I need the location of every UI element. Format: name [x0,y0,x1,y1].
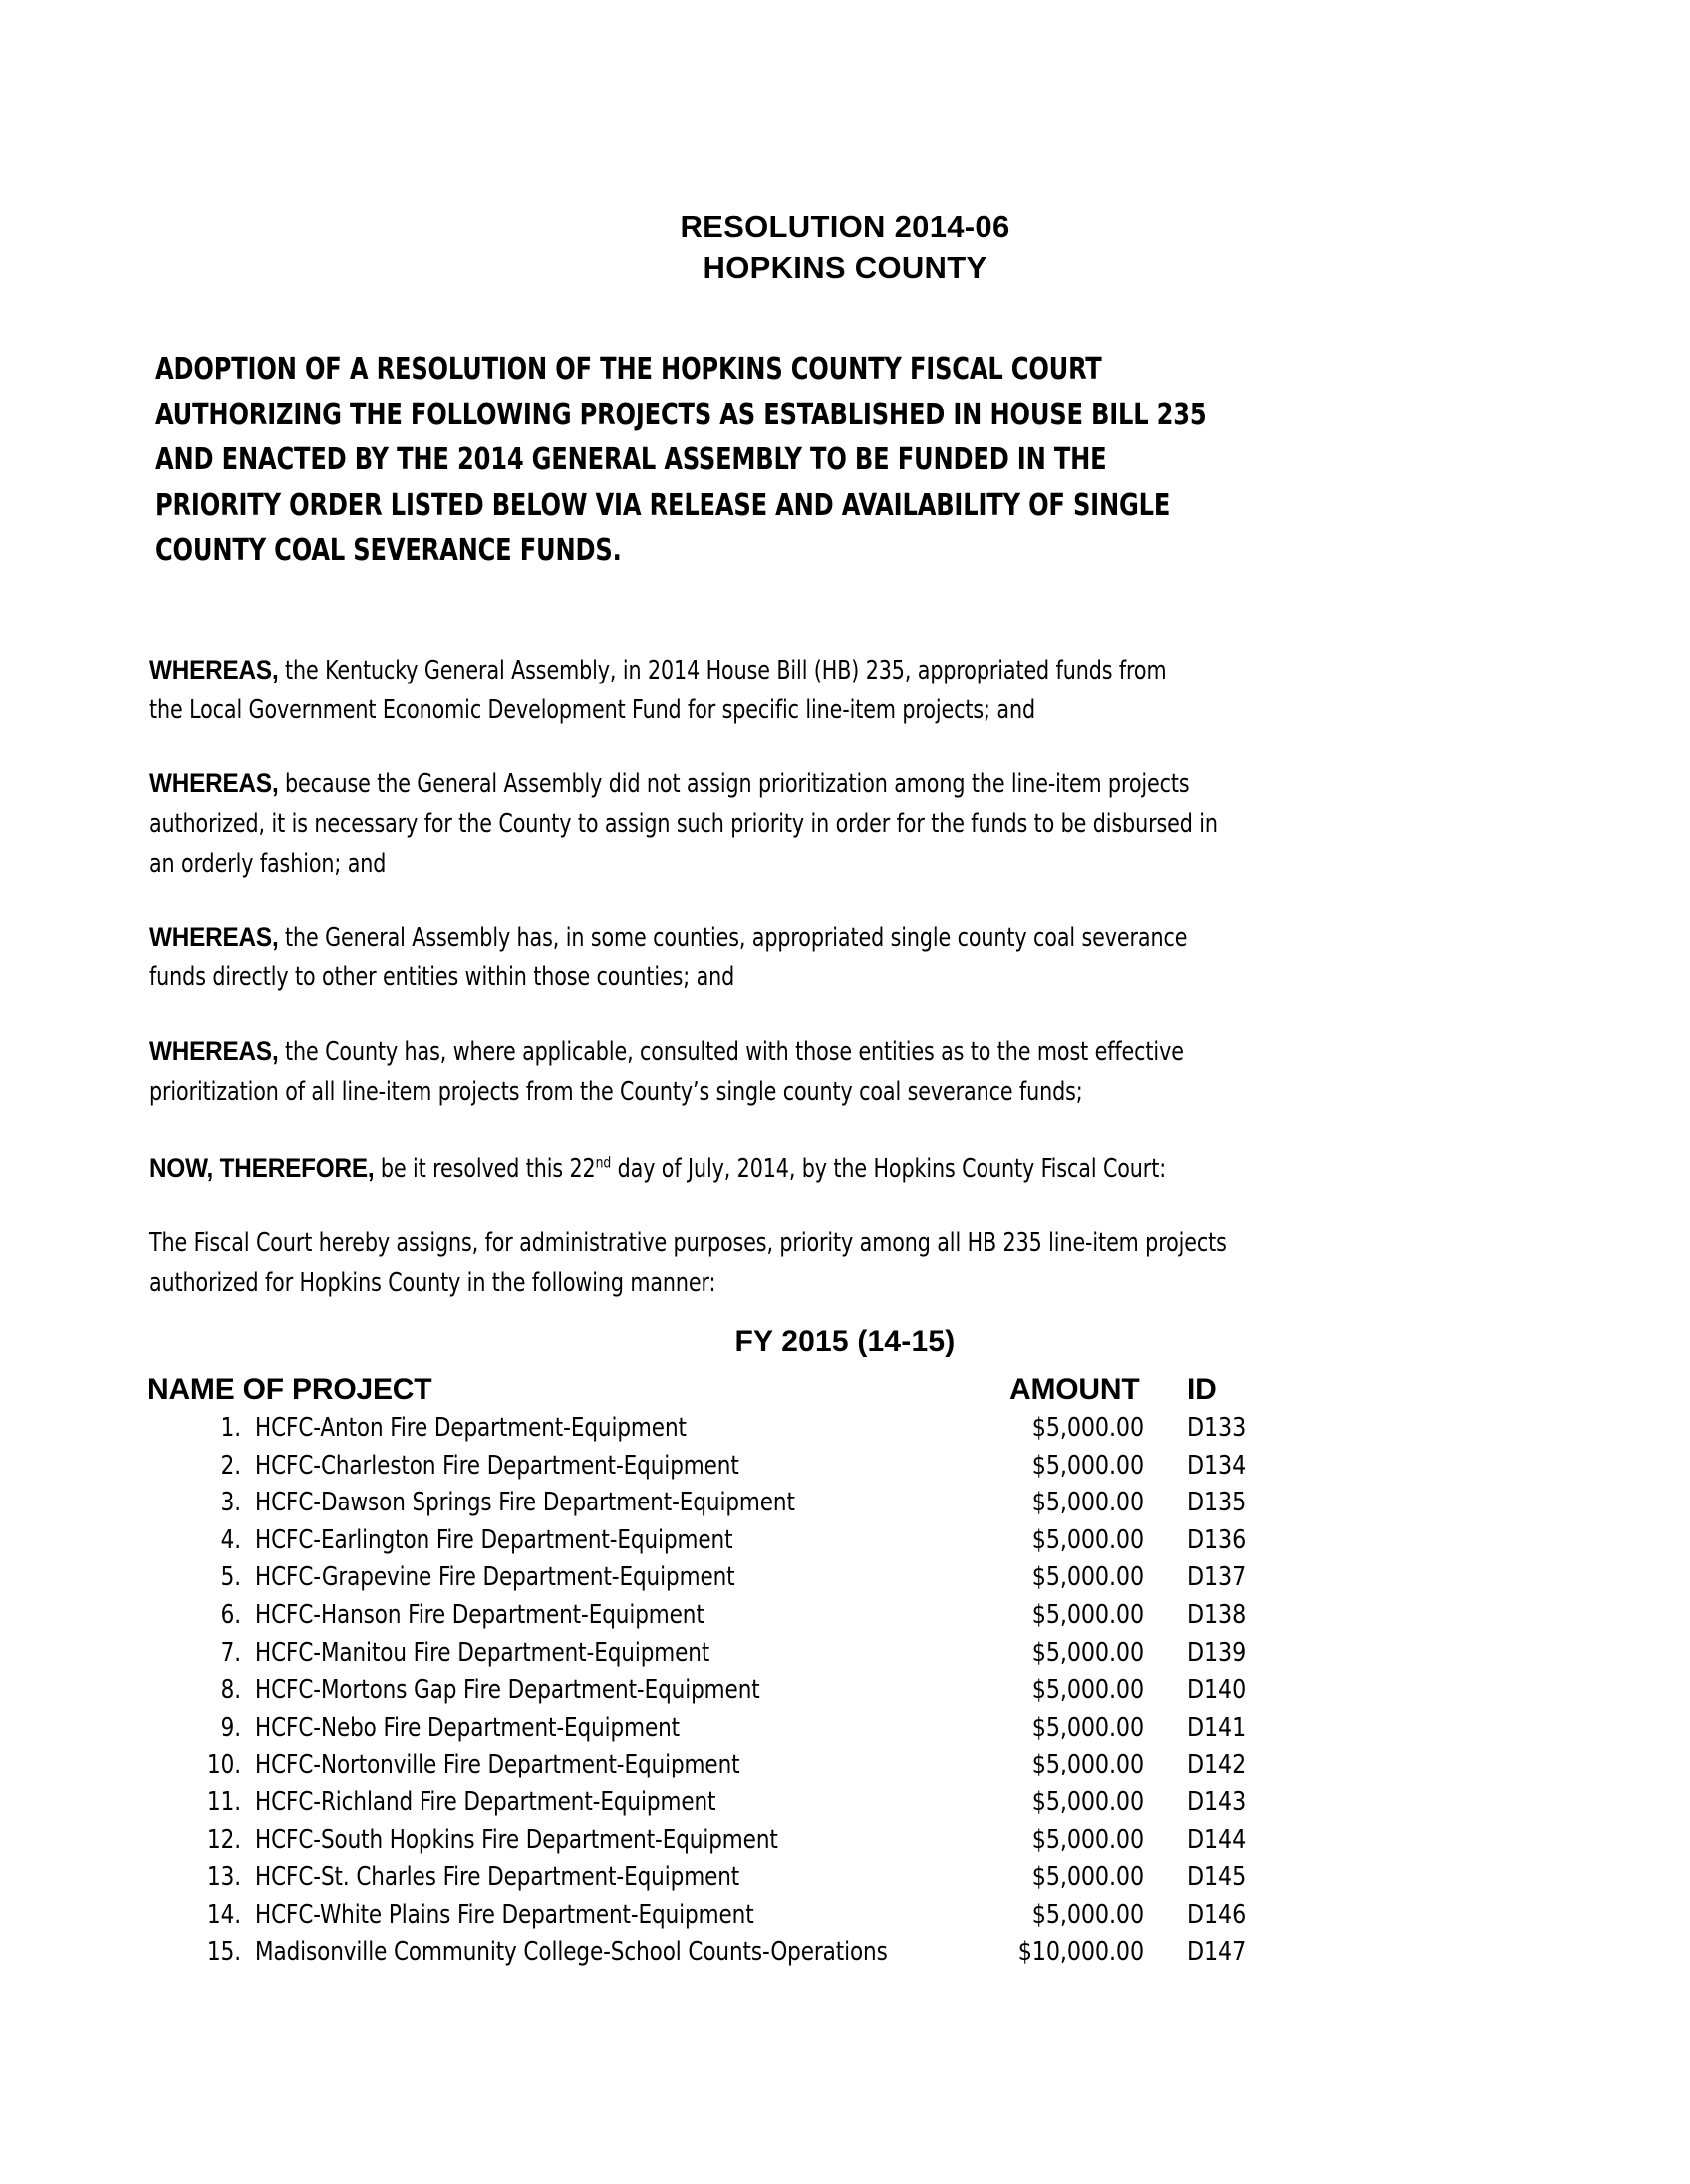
row-id: D142 [1187,1750,1247,1780]
row-id: D138 [1187,1599,1247,1630]
row-project-name: HCFC-Dawson Springs Fire Department-Equipment [255,1488,795,1518]
table-row [147,1451,1303,1489]
table-row [147,1862,1303,1900]
row-id: D146 [1187,1899,1247,1930]
row-amount: $5,000.00 [1031,1675,1144,1706]
table-row [147,1525,1303,1563]
whereas-clause-3 [149,917,1277,997]
row-id: D135 [1187,1488,1247,1518]
row-id: D141 [1187,1712,1247,1743]
row-number: 7. [220,1637,241,1668]
row-project-name: HCFC-Anton Fire Department-Equipment [255,1413,687,1443]
clause-4-line-2: prioritization of all line-item projects from the County’s single county coal severance funds; [149,1077,1083,1107]
row-project-name: HCFC-Nortonville Fire Department-Equipment [255,1750,740,1780]
table-body [147,1413,1303,1975]
fiscal-year-heading: FY 2015 (14-15) [734,1325,956,1358]
table-row [147,1937,1303,1975]
row-id: D145 [1187,1862,1247,1893]
row-project-name: HCFC-Mortons Gap Fire Department-Equipment [255,1675,760,1706]
row-amount: $5,000.00 [1031,1562,1144,1593]
row-id: D147 [1187,1937,1247,1968]
table-row [147,1675,1303,1713]
row-amount: $5,000.00 [1031,1786,1144,1817]
row-project-name: HCFC-Hanson Fire Department-Equipment [255,1599,704,1630]
row-project-name: HCFC-Earlington Fire Department-Equipment [255,1524,733,1555]
column-header-name: NAME OF PROJECT [147,1373,432,1406]
clause-lead-word: WHEREAS, [149,922,279,952]
table-row [147,1750,1303,1787]
row-amount: $5,000.00 [1031,1750,1144,1780]
clause-2-line-1: WHEREAS, because the General Assembly did not assign prioritization among the line-item projects [149,768,1190,799]
row-number: 11. [207,1786,241,1817]
now-therefore-lead: NOW, THEREFORE, [149,1153,375,1183]
row-amount: $5,000.00 [1031,1712,1144,1743]
column-header-amount: AMOUNT [1009,1373,1140,1406]
row-project-name: HCFC-Nebo Fire Department-Equipment [255,1712,681,1743]
row-id: D144 [1187,1824,1247,1855]
assignment-line-1: The Fiscal Court hereby assigns, for administrative purposes, priority among all HB 235 line-item projects [149,1228,1227,1258]
whereas-clause-4 [149,1031,1277,1112]
row-project-name: HCFC-Manitou Fire Department-Equipment [255,1637,710,1668]
row-number: 5. [220,1562,241,1593]
table-row [147,1488,1303,1525]
adoption-heading [155,347,1243,574]
row-number: 15. [207,1937,241,1968]
row-number: 4. [220,1524,241,1555]
table-row [147,1713,1303,1751]
table-header-row [147,1373,1303,1413]
clause-lead-word: WHEREAS, [149,768,279,798]
row-amount: $5,000.00 [1031,1824,1144,1855]
assignment-line-2: authorized for Hopkins County in the following manner: [149,1268,716,1298]
table-row [147,1562,1303,1600]
row-id: D133 [1187,1413,1247,1443]
row-amount: $10,000.00 [1017,1937,1144,1968]
row-project-name: HCFC-Richland Fire Department-Equipment [255,1786,716,1817]
row-number: 13. [207,1862,241,1893]
row-number: 2. [220,1450,241,1481]
row-number: 10. [207,1750,241,1780]
row-number: 1. [220,1413,241,1443]
row-id: D143 [1187,1786,1247,1817]
row-number: 14. [207,1899,241,1930]
row-project-name: HCFC-White Plains Fire Department-Equipment [255,1899,754,1930]
now-therefore-line: NOW, THEREFORE, be it resolved this 22nd day of July, 2014, by the Hopkins County Fiscal Court: [149,1153,1167,1184]
row-amount: $5,000.00 [1031,1599,1144,1630]
row-id: D140 [1187,1675,1247,1706]
row-id: D136 [1187,1524,1247,1555]
row-number: 8. [220,1675,241,1706]
row-amount: $5,000.00 [1031,1488,1144,1518]
row-number: 6. [220,1599,241,1630]
whereas-clause-2 [149,763,1277,884]
clause-3-line-1: WHEREAS, the General Assembly has, in some counties, appropriated single county coal severance [149,922,1188,953]
clause-1-line-2: the Local Government Economic Development Fund for specific line-item projects; and [149,695,1035,725]
row-amount: $5,000.00 [1031,1450,1144,1481]
document-title-block [0,207,1690,289]
table-row [147,1825,1303,1863]
project-priority-table [147,1373,1303,1975]
row-project-name: HCFC-Charleston Fire Department-Equipment [255,1450,739,1481]
county-name: HOPKINS COUNTY [703,249,987,285]
row-number: 9. [220,1712,241,1743]
adoption-heading-line-5: COUNTY COAL SEVERANCE FUNDS. [155,533,622,568]
clause-2-line-2: authorized, it is necessary for the County to assign such priority in order for the funds to be disbursed in [149,809,1218,839]
row-amount: $5,000.00 [1031,1899,1144,1930]
resolution-number: RESOLUTION 2014-06 [680,209,1010,244]
adoption-heading-line-2: AUTHORIZING THE FOLLOWING PROJECTS AS ESTABLISHED IN HOUSE BILL 235 [155,397,1207,432]
adoption-heading-line-1: ADOPTION OF A RESOLUTION OF THE HOPKINS COUNTY FISCAL COURT [155,352,1102,387]
row-id: D139 [1187,1637,1247,1668]
clause-1-line-1: WHEREAS, the Kentucky General Assembly, in 2014 House Bill (HB) 235, appropriated funds from [149,655,1167,685]
table-row [147,1900,1303,1938]
table-row [147,1787,1303,1825]
row-project-name: HCFC-South Hopkins Fire Department-Equipment [255,1824,778,1855]
ordinal-suffix: nd [595,1153,612,1172]
row-number: 3. [220,1488,241,1518]
row-amount: $5,000.00 [1031,1524,1144,1555]
assignment-paragraph [149,1224,1277,1303]
whereas-clause-1 [149,650,1277,730]
clause-lead-word: WHEREAS, [149,1036,279,1066]
adoption-heading-line-3: AND ENACTED BY THE 2014 GENERAL ASSEMBLY TO BE FUNDED IN THE [155,442,1107,477]
clause-2-line-3: an orderly fashion; and [149,849,387,879]
row-project-name: HCFC-St. Charles Fire Department-Equipment [255,1862,740,1893]
clause-3-line-2: funds directly to other entities within those counties; and [149,962,735,992]
row-number: 12. [207,1824,241,1855]
clause-4-line-1: WHEREAS, the County has, where applicable, consulted with those entities as to the most effective [149,1036,1184,1067]
row-amount: $5,000.00 [1031,1862,1144,1893]
table-row [147,1600,1303,1638]
row-amount: $5,000.00 [1031,1637,1144,1668]
column-header-id: ID [1187,1373,1217,1406]
adoption-heading-line-4: PRIORITY ORDER LISTED BELOW VIA RELEASE AND AVAILABILITY OF SINGLE [155,487,1171,523]
row-project-name: HCFC-Grapevine Fire Department-Equipment [255,1562,735,1593]
table-row [147,1413,1303,1451]
table-row [147,1638,1303,1676]
now-therefore-clause [149,1148,1277,1189]
row-id: D134 [1187,1450,1247,1481]
row-id: D137 [1187,1562,1247,1593]
row-amount: $5,000.00 [1031,1413,1144,1443]
clause-lead-word: WHEREAS, [149,655,279,684]
row-project-name: Madisonville Community College-School Counts-Operations [255,1937,888,1968]
